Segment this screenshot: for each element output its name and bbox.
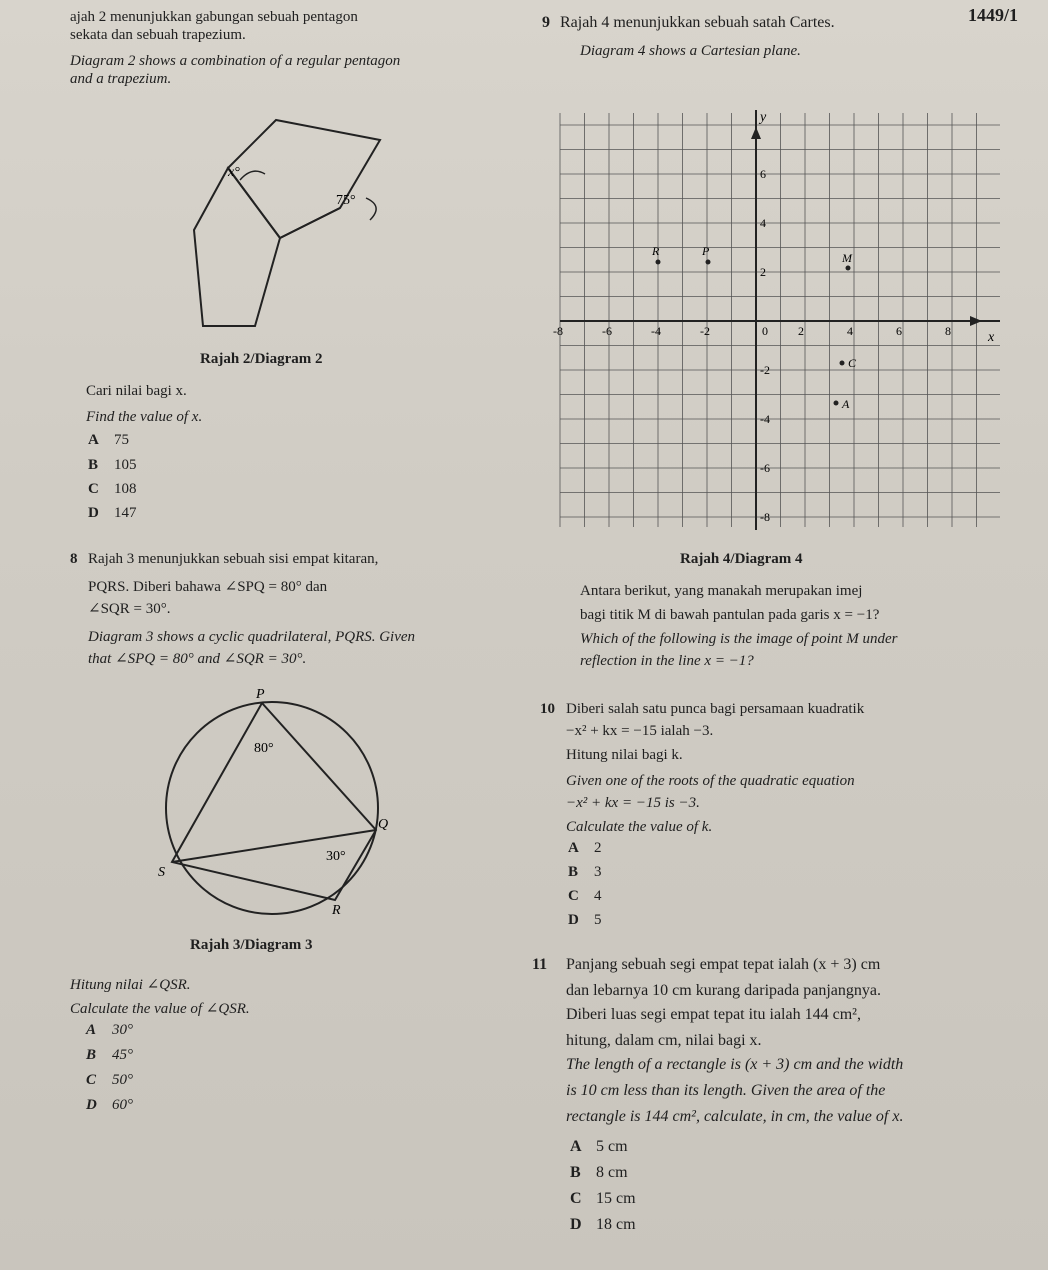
q8-diagram-caption: Rajah 3/Diagram 3	[190, 937, 313, 953]
q7-question-ms: Cari nilai bagi x.	[86, 383, 187, 399]
y-tick-label: 4	[760, 216, 766, 230]
q8-number: 8	[70, 551, 78, 567]
label-p: P	[256, 687, 265, 702]
label-r: R	[332, 903, 341, 918]
q11-option-d[interactable]: D 18 cm	[570, 1216, 636, 1233]
label-30: 30°	[326, 849, 346, 864]
q10-text-ms-1: Diberi salah satu punca bagi persamaan kuadratik	[566, 701, 865, 717]
q7-text-en-1: Diagram 2 shows a combination of a regular pentagon	[70, 53, 401, 69]
point-c	[840, 361, 845, 366]
page-code: 1449/1	[968, 5, 1019, 25]
q8-option-b[interactable]: B 45°	[86, 1047, 133, 1063]
q11-text-ms-3: Diberi luas segi empat tepat itu ialah 144 cm²,	[566, 1006, 861, 1023]
q8-option-d[interactable]: D 60°	[86, 1097, 133, 1113]
q8-question-en: Calculate the value of ∠QSR.	[70, 1001, 250, 1017]
q10-text-ms-2: −x² + kx = −15 ialah −3.	[566, 723, 714, 739]
angle-x-arc	[240, 171, 265, 180]
trapezium-shape	[228, 120, 380, 238]
q7-question-en: Find the value of x.	[86, 409, 203, 425]
q10-text-en-3: Calculate the value of k.	[566, 819, 713, 835]
q11-option-b[interactable]: B 8 cm	[570, 1164, 628, 1181]
q9-question-ms-1: Antara berikut, yang manakah merupakan imej	[580, 583, 863, 599]
label-s: S	[158, 865, 165, 880]
point-c-label: C	[848, 356, 857, 370]
q11-number: 11	[532, 956, 548, 973]
point-p	[706, 260, 711, 265]
q10-option-b[interactable]: B 3	[568, 864, 602, 880]
q11-text-en-1: The length of a rectangle is (x + 3) cm and the width	[566, 1056, 904, 1073]
label-75: 75°	[336, 193, 356, 208]
q10-option-d[interactable]: D 5	[568, 912, 602, 928]
q7-option-d[interactable]: D 147	[88, 505, 137, 521]
q8-text-ms-1: Rajah 3 menunjukkan sebuah sisi empat kitaran,	[88, 551, 379, 567]
x-tick-label: -6	[602, 324, 612, 338]
q11-text-en-3: rectangle is 144 cm², calculate, in cm, the value of x.	[566, 1108, 904, 1125]
q8-question-ms: Hitung nilai ∠QSR.	[70, 977, 191, 993]
diagram-2-pentagon-trapezium	[170, 110, 400, 350]
y-tick-label: -8	[760, 510, 770, 524]
x-tick-label: 2	[798, 324, 804, 338]
q10-number: 10	[540, 701, 555, 717]
angle-75-arc	[366, 198, 376, 220]
point-a	[834, 401, 839, 406]
q9-text-en-1: Diagram 4 shows a Cartesian plane.	[580, 43, 801, 59]
q11-option-c[interactable]: C 15 cm	[570, 1190, 636, 1207]
q8-option-a[interactable]: A 30°	[86, 1022, 133, 1038]
label-80: 80°	[254, 741, 274, 756]
q11-option-a[interactable]: A 5 cm	[570, 1138, 628, 1155]
q9-question-en-2: reflection in the line x = −1?	[580, 653, 754, 669]
q8-text-en-1: Diagram 3 shows a cyclic quadrilateral, PQRS. Given	[88, 629, 416, 645]
q10-option-a[interactable]: A 2	[568, 840, 602, 856]
x-axis-label: x	[988, 330, 995, 345]
x-tick-label: -4	[651, 324, 661, 338]
point-m	[846, 266, 851, 271]
q9-question-ms-2: bagi titik M di bawah pantulan pada garis x = −1?	[580, 607, 880, 623]
diagram-4-cartesian-plane	[553, 105, 1010, 535]
q7-option-c[interactable]: C 108	[88, 481, 137, 497]
q9-number: 9	[542, 14, 550, 31]
shared-edge	[280, 208, 340, 238]
q8-option-c[interactable]: C 50°	[86, 1072, 133, 1088]
q10-text-en-1: Given one of the roots of the quadratic equation	[566, 773, 855, 789]
q7-text-ms-2: sekata dan sebuah trapezium.	[70, 27, 246, 43]
q8-text-ms-3: ∠SQR = 30°.	[88, 601, 171, 617]
point-r-label: R	[652, 244, 660, 258]
x-tick-label: -8	[553, 324, 563, 338]
q11-text-ms-4: hitung, dalam cm, nilai bagi x.	[566, 1032, 762, 1049]
q9-question-en-1: Which of the following is the image of point M under	[580, 631, 898, 647]
y-axis-label: y	[760, 110, 767, 125]
q8-text-ms-2: PQRS. Diberi bahawa ∠SPQ = 80° dan	[88, 579, 328, 595]
y-tick-label: -4	[760, 412, 770, 426]
q9-diagram-caption: Rajah 4/Diagram 4	[680, 551, 803, 567]
label-q: Q	[378, 817, 389, 832]
y-tick-label: 6	[760, 167, 766, 181]
point-p-label: P	[702, 244, 710, 258]
q7-option-b[interactable]: B 105	[88, 457, 137, 473]
q11-text-ms-1: Panjang sebuah segi empat tepat ialah (x + 3) cm	[566, 956, 881, 973]
q7-text-en-2: and a trapezium.	[70, 71, 172, 87]
label-x: x°	[228, 165, 240, 180]
q9-text-ms-1: Rajah 4 menunjukkan sebuah satah Cartes.	[560, 14, 835, 31]
point-m-label: M	[842, 251, 852, 265]
diagram-3-cyclic-quadrilateral	[150, 687, 410, 930]
point-r	[656, 260, 661, 265]
q11-text-ms-2: dan lebarnya 10 cm kurang daripada panjangnya.	[566, 982, 881, 999]
q7-diagram-caption: Rajah 2/Diagram 2	[200, 351, 323, 367]
y-tick-label: 2	[760, 265, 766, 279]
x-tick-label: -2	[700, 324, 710, 338]
x-tick-label: 8	[945, 324, 951, 338]
q10-text-en-2: −x² + kx = −15 is −3.	[566, 795, 700, 811]
q11-text-en-2: is 10 cm less than its length. Given the area of the	[566, 1082, 886, 1099]
y-tick-label: -2	[760, 363, 770, 377]
y-axis-arrow-icon	[751, 127, 761, 139]
pentagon-shape	[194, 168, 280, 326]
q10-option-c[interactable]: C 4	[568, 888, 602, 904]
q7-text-ms-1: ajah 2 menunjukkan gabungan sebuah pentagon	[70, 9, 358, 25]
q7-option-a[interactable]: A 75	[88, 432, 129, 448]
q8-text-en-2: that ∠SPQ = 80° and ∠SQR = 30°.	[88, 651, 307, 667]
q10-text-ms-3: Hitung nilai bagi k.	[566, 747, 683, 763]
point-a-label: A	[842, 397, 850, 411]
x-axis-arrow-icon	[970, 316, 982, 326]
y-tick-label: -6	[760, 461, 770, 475]
origin-label: 0	[762, 324, 768, 338]
x-tick-label: 6	[896, 324, 902, 338]
x-tick-label: 4	[847, 324, 853, 338]
